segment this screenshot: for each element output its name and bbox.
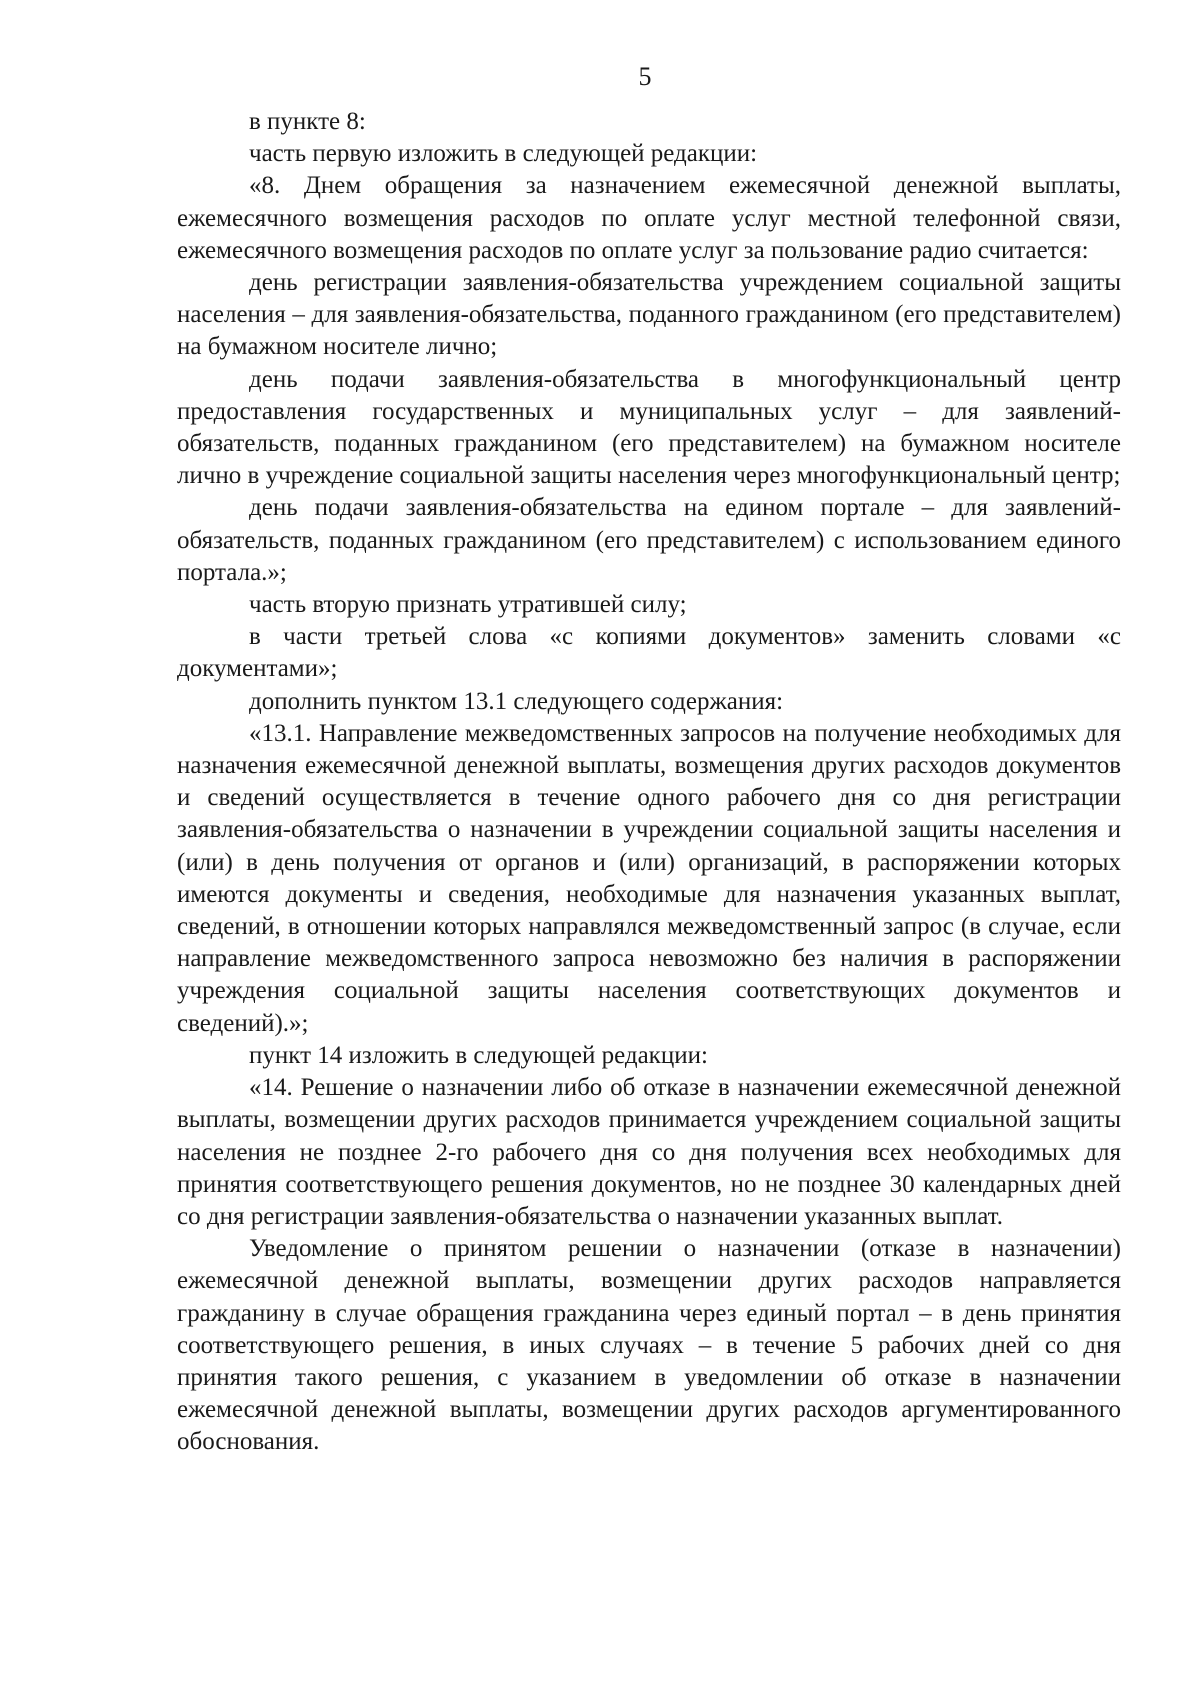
paragraph-mfc-day: день подачи заявления-обязательства в многофункциональный центр предоставления государственных и муниципальных услуг – для заявлений-обязательств, поданных гражданином (его представителем) на бумажном носителе лично в учреждение социальной защиты населения через многофункциональный центр; bbox=[177, 365, 1121, 490]
paragraph-item-8-intro: в пункте 8: bbox=[249, 108, 366, 135]
page-number: 5 bbox=[638, 62, 652, 91]
paragraph-part-two-void: часть вторую признать утратившей силу; bbox=[249, 591, 687, 619]
paragraph-portal-day: день подачи заявления-обязательства на едином портале – для заявлений-обязательств, поданных гражданином (его представителем) с использованием единого портала.»; bbox=[177, 494, 1121, 586]
paragraph-add-13-1: дополнить пунктом 13.1 следующего содержания: bbox=[249, 687, 784, 715]
paragraph-item-14-instruction: пункт 14 изложить в следующей редакции: bbox=[249, 1041, 708, 1069]
paragraph-notification: Уведомление о принятом решении о назначении (отказе в назначении) ежемесячной денежной выплаты, возмещении других расходов направляется гражданину в случае обращения гражданина через единый портал – в день принятия соответствующего решения, в иных случаях – в течение 5 рабочих дней со дня принятия такого решения, с указанием в уведомлении об отказе в назначении ежемесячной денежной выплаты, возмещении других расходов аргументированного обоснования. bbox=[177, 1235, 1121, 1456]
paragraph-registration-day: день регистрации заявления-обязательства учреждением социальной защиты населения – для заявления-обязательства, поданного гражданином (его представителем) на бумажном носителе лично; bbox=[177, 269, 1121, 361]
paragraph-item-13-1-text: «13.1. Направление межведомственных запросов на получение необходимых для назначения ежемесячной денежной выплаты, возмещения других расходов документов и сведений осуществляется в течение одного рабочего дня со дня регистрации заявления-обязательства о назначении в учреждении социальной защиты населения и (или) в день получения от органов и (или) организаций, в распоряжении которых имеются документы и сведения, необходимые для назначения указанных выплат, сведений, в отношении которых направлялся межведомственный запрос (в случае, если направление межведомственного запроса невозможно без наличия в распоряжении учреждения социальной защиты населения соответствующих документов и сведений).»; bbox=[177, 719, 1121, 1037]
paragraph-item-8-text: «8. Днем обращения за назначением ежемесячной денежной выплаты, ежемесячного возмещения расходов по оплате услуг местной телефонной связи, ежемесячного возмещения расходов по оплате услуг за пользование радио считается: bbox=[177, 172, 1121, 264]
paragraph-part-three-replace: в части третьей слова «с копиями документов» заменить словами «с документами»; bbox=[177, 623, 1121, 683]
paragraph-part-one-instruction: часть первую изложить в следующей редакции: bbox=[249, 140, 758, 168]
document-body bbox=[177, 106, 1121, 1459]
paragraph-item-14-text: «14. Решение о назначении либо об отказе в назначении ежемесячной денежной выплаты, возмещении других расходов принимается учреждением социальной защиты населения не позднее 2-го рабочего дня со дня получения всех необходимых для принятия соответствующего решения документов, но не позднее 30 календарных дней со дня регистрации заявления-обязательства о назначении указанных выплат. bbox=[177, 1074, 1121, 1230]
